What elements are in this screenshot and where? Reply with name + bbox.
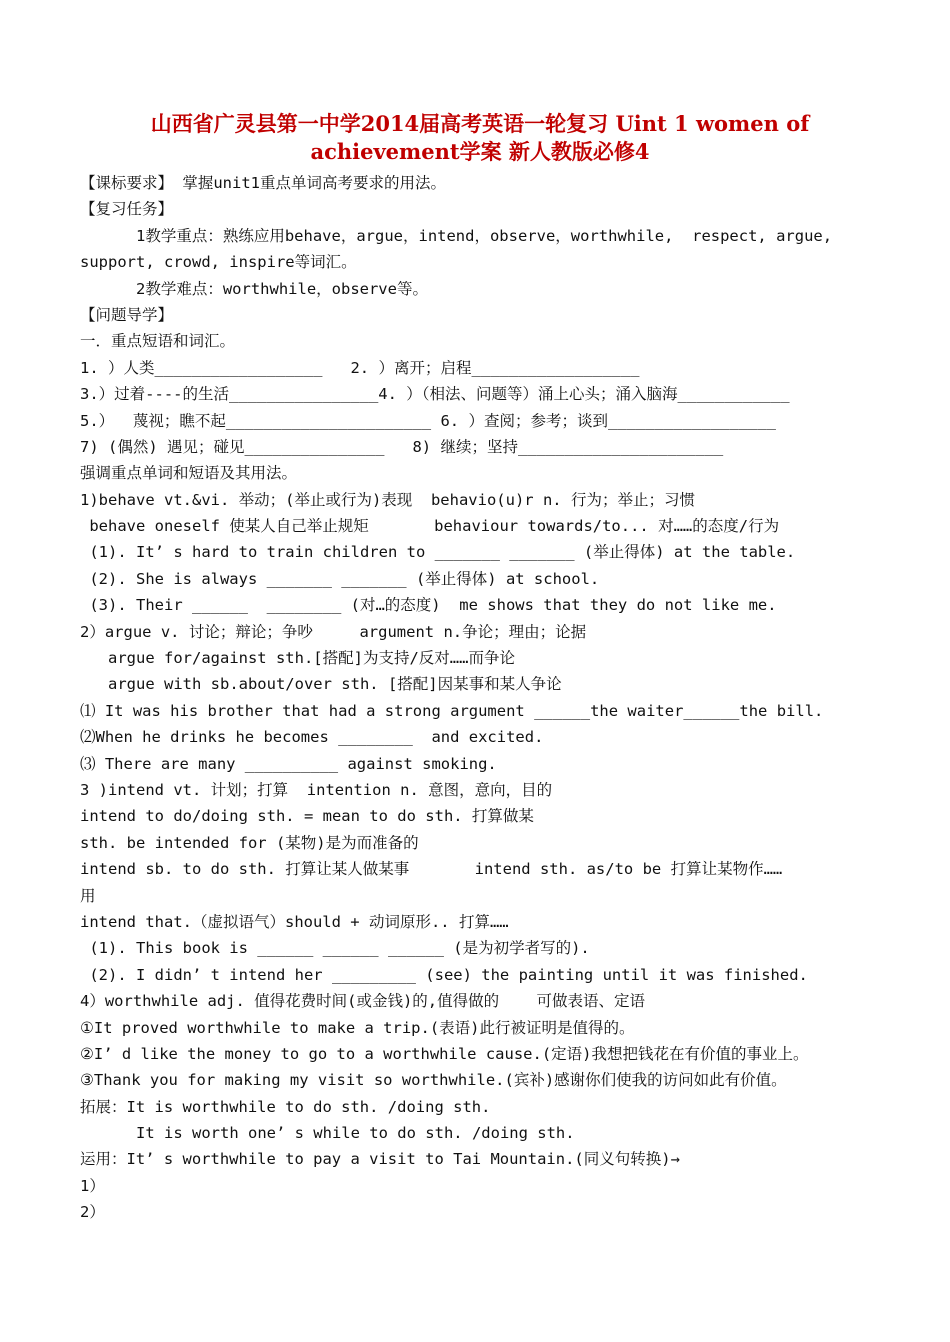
text-line: 1教学重点：熟练应用behave，argue，intend，observe，worthwhile, respect, argue, [136,226,833,245]
text-line: 【复习任务】 [80,200,174,219]
text-line: 1） [80,1176,105,1195]
text-line: ⑵When he drinks he becomes ________ and excited. [80,728,544,747]
text-line: (2). She is always _______ _______ (举止得体) at school. [80,569,600,588]
text-line: 【课标要求】 掌握unit1重点单词高考要求的用法。 [80,174,446,192]
text-line: support, crowd, inspire等词汇。 [80,253,357,272]
text-line: ⑶ There are many __________ against smoking. [80,754,497,773]
text-line: 强调重点单词和短语及其用法。 [80,464,298,483]
text-line: 2）argue v. 讨论；辩论；争吵 argument n.争论；理由；论据 [80,622,587,641]
title-line-1: 山西省广灵县第一中学2014届高考英语一轮复习 Uint 1 women of [150,111,810,136]
text-line: 拓展：It is worthwhile to do sth. /doing sth. [80,1097,491,1116]
text-line: argue for/against sth.[搭配]为支持/反对……而争论 [108,649,515,668]
text-line: 1. ）人类__________________ 2. ）离开；启程__________________ [80,358,640,377]
text-line: intend that.（虚拟语气）should + 动词原形.. 打算…… [80,912,509,931]
text-line: ⑴ It was his brother that had a strong argument ______the waiter______the bill. [80,701,824,720]
text-line: 5.） 蔑视；瞧不起______________________ 6. ）查阅；参考；谈到__________________ [80,411,776,430]
text-line: 运用：It’ s worthwhile to pay a visit to Tai Mountain.(同义句转换)→ [80,1150,680,1169]
document-title [80,110,880,166]
text-line: 3 )intend vt. 计划；打算 intention n. 意图，意向，目的 [80,780,553,799]
text-line: (2). I didn’ t intend her _________ (see) the painting until it was finished. [80,965,808,984]
document-body [80,110,880,1226]
text-line: behave oneself 使某人自己举止规矩 behaviour towards/to... 对……的态度/行为 [80,517,780,536]
text-line: sth. be intended for (某物)是为而准备的 [80,833,419,852]
text-line: ②I’ d like the money to go to a worthwhile cause.(定语)我想把钱花在有价值的事业上。 [80,1044,809,1063]
text-line: intend to do/doing sth. = mean to do sth. 打算做某 [80,807,534,826]
text-line: 2教学难点：worthwhile，observe等。 [136,279,428,298]
text-line: ③Thank you for making my visit so worthwhile.(宾补)感谢你们使我的访问如此有价值。 [80,1071,787,1090]
text-line: 一．重点短语和词汇。 [80,332,236,351]
text-line: (1). This book is ______ ______ ______ (是为初学者写的). [80,939,590,958]
text-line: 4）worthwhile adj. 值得花费时间(或金钱)的,值得做的 可做表语、定语 [80,992,645,1011]
text-line: intend sb. to do sth. 打算让某人做某事 intend sth. as/to be 打算让某物作…… [80,860,783,879]
text-line: 7) (偶然) 遇见；碰见_______________ 8) 继续；坚持______________________ [80,437,724,456]
text-line: argue with sb.about/over sth. [搭配]因某事和某人争论 [108,675,562,694]
text-line: ①It proved worthwhile to make a trip.(表语)此行被证明是值得的。 [80,1018,635,1037]
title-line-2: achievement学案 新人教版必修4 [310,139,650,164]
text-line: 用 [80,886,96,905]
text-line: 【问题导学】 [80,305,174,324]
text-line: 1)behave vt.&vi. 举动；(举止或行为)表现 behavio(u)r n. 行为；举止；习惯 [80,490,695,509]
text-line: It is worth one’ s while to do sth. /doing sth. [136,1124,575,1143]
text-line: 3.）过着----的生活________________4. ）（相法、问题等）涌上心头；涌入脑海____________ [80,385,790,404]
text-line: 2） [80,1203,105,1222]
text-line: (3). Their ______ ________ (对…的态度) me shows that they do not like me. [80,596,777,615]
text-line: (1). It’ s hard to train children to _______ _______ (举止得体) at the table. [80,543,796,562]
